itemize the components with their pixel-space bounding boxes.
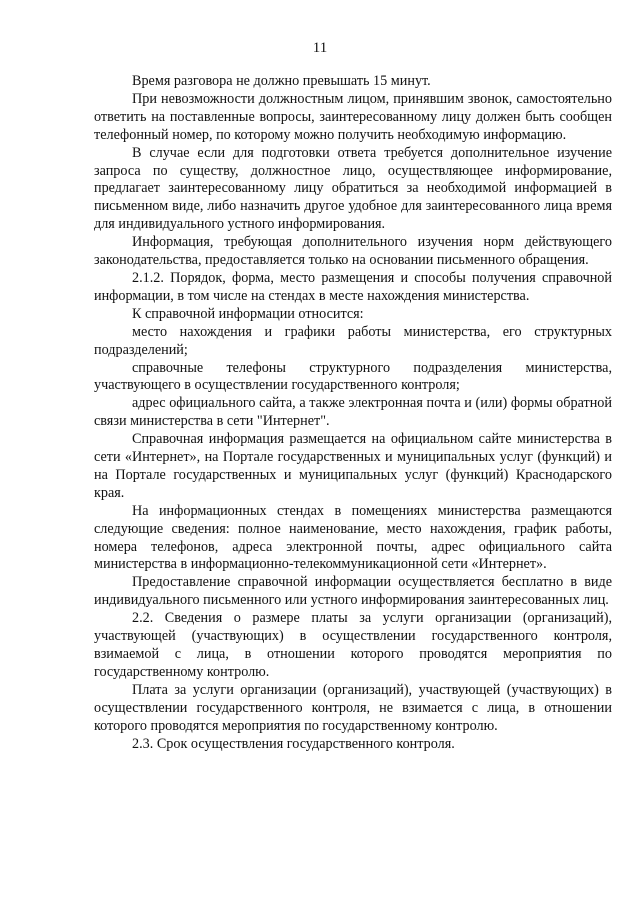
paragraph-additional-study: В случае если для подготовки ответа требуется дополнительное изучение запроса по существу, должностное лицо, осуществляющее информирование, предлагает заинтересованному лицу обратиться за необходимой информацией в письменном виде, либо назначить другое удобное для заинтересованного лица время для индивидуального устного информирования. (94, 144, 612, 233)
section-2-3-heading: 2.3. Срок осуществления государственного контроля. (132, 735, 455, 752)
paragraph-info-placement: Справочная информация размещается на официальном сайте министерства в сети «Интернет», на Портале государственных и муниципальных услуг (функций) и на Портале государственных и муниципальных услуг (функций) Краснодарского края. (94, 431, 612, 501)
page-number: 11 (312, 40, 328, 56)
list-item-location-schedule: место нахождения и графики работы министерства, его структурных подразделений; (94, 323, 612, 358)
paragraph-free-of-charge: Предоставление справочной информации осуществляется бесплатно в виде индивидуального письменного или устного информирования заинтересованных лиц. (94, 574, 612, 609)
paragraph-info-stands: На информационных стендах в помещениях министерства размещаются следующие сведения: полное наименование, место нахождения, график работы, номера телефонов, адреса электронной почты, адрес официального сайта министерства в информационно-телекоммуникационной сети «Интернет». (94, 502, 612, 573)
list-item-website-email: адрес официального сайта, а также электронная почта и (или) формы обратной связи министерства в сети "Интернет". (94, 395, 612, 430)
paragraph-phone-referral: При невозможности должностным лицом, принявшим звонок, самостоятельно ответить на поставленные вопросы, заинтересованному лицу должен быть сообщен телефонный номер, по которому можно получить необходимую информацию. (94, 90, 612, 143)
paragraph-no-fee: Плата за услуги организации (организаций), участвующей (участвующих) в осуществлении государственного контроля, не взимается с лица, в отношении которого проводятся мероприятия по государственному контролю. (94, 681, 612, 734)
document-body (94, 73, 612, 753)
paragraph-call-duration: Время разговора не должно превышать 15 минут. (132, 73, 431, 89)
section-2-1-2-heading: 2.1.2. Порядок, форма, место размещения и способы получения справочной информации, в том числе на стендах в месте нахождения министерства. (94, 269, 612, 304)
paragraph-reference-info-intro: К справочной информации относится: (132, 305, 364, 322)
section-2-2-heading: 2.2. Сведения о размере платы за услуги организации (организаций), участвующей (участвующих) в осуществлении государственного контроля, взимаемой с лица, в отношении которого проводятся мероприятия по государственному контролю. (94, 610, 612, 680)
paragraph-written-request: Информация, требующая дополнительного изучения норм действующего законодательства, предоставляется только на основании письменного обращения. (94, 234, 612, 269)
list-item-phones: справочные телефоны структурного подразделения министерства, участвующего в осуществлении государственного контроля; (94, 359, 612, 394)
